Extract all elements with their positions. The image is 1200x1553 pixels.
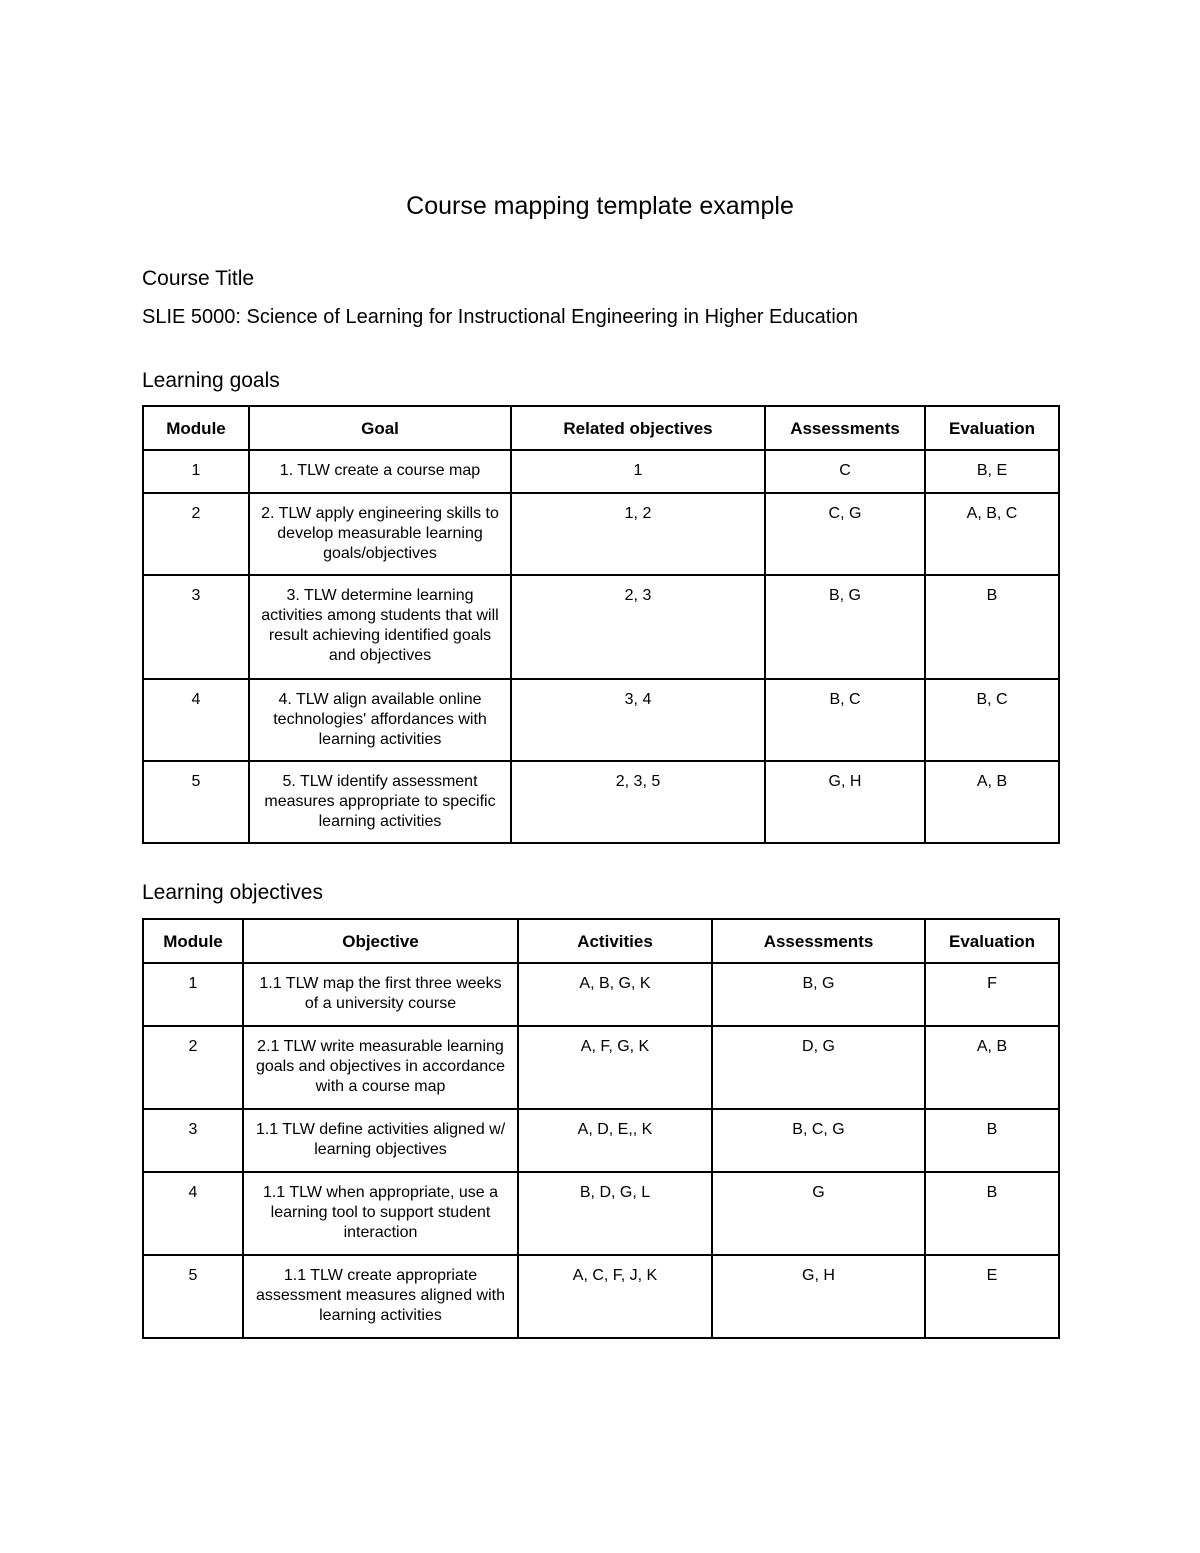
header-evaluation: Evaluation: [925, 406, 1059, 450]
cell-module: 4: [143, 1172, 243, 1255]
cell-activities: A, F, G, K: [518, 1026, 712, 1109]
cell-goal: 2. TLW apply engineering skills to develop measurable learning goals/objectives: [249, 493, 511, 575]
cell-objective: 1.1 TLW map the first three weeks of a university course: [243, 963, 518, 1026]
cell-related-objectives: 2, 3, 5: [511, 761, 765, 843]
cell-related-objectives: 2, 3: [511, 575, 765, 679]
table-row: [143, 761, 1059, 843]
cell-activities: B, D, G, L: [518, 1172, 712, 1255]
cell-module: 4: [143, 679, 249, 761]
cell-evaluation: B, C: [925, 679, 1059, 761]
course-title-label: Course Title: [142, 267, 255, 290]
cell-module: 5: [143, 761, 249, 843]
table-row: [143, 679, 1059, 761]
cell-assessments: B, C: [765, 679, 925, 761]
cell-evaluation: B: [925, 1172, 1059, 1255]
table-row: [143, 493, 1059, 575]
learning-goals-label: Learning goals: [142, 369, 280, 392]
header-activities: Activities: [518, 919, 712, 963]
cell-related-objectives: 3, 4: [511, 679, 765, 761]
cell-activities: A, B, G, K: [518, 963, 712, 1026]
cell-related-objectives: 1: [511, 450, 765, 493]
cell-assessments: B, C, G: [712, 1109, 925, 1172]
table-row: [143, 575, 1059, 679]
cell-assessments: D, G: [712, 1026, 925, 1109]
cell-evaluation: F: [925, 963, 1059, 1026]
document-title: Course mapping template example: [406, 192, 794, 220]
header-assessments: Assessments: [765, 406, 925, 450]
table-row: [143, 450, 1059, 493]
cell-module: 2: [143, 1026, 243, 1109]
cell-module: 3: [143, 575, 249, 679]
cell-objective: 1.1 TLW define activities aligned w/ learning objectives: [243, 1109, 518, 1172]
header-objective: Objective: [243, 919, 518, 963]
cell-evaluation: B, E: [925, 450, 1059, 493]
cell-assessments: C, G: [765, 493, 925, 575]
cell-module: 2: [143, 493, 249, 575]
header-module: Module: [143, 406, 249, 450]
cell-goal: 3. TLW determine learning activities among students that will result achieving identified goals and objectives: [249, 575, 511, 679]
cell-goal: 5. TLW identify assessment measures appropriate to specific learning activities: [249, 761, 511, 843]
table-row: [143, 1109, 1059, 1172]
cell-evaluation: A, B: [925, 1026, 1059, 1109]
learning-objectives-table: [142, 918, 1060, 1339]
table-header-row: [143, 406, 1059, 450]
learning-objectives-label: Learning objectives: [142, 881, 323, 904]
cell-related-objectives: 1, 2: [511, 493, 765, 575]
cell-evaluation: A, B, C: [925, 493, 1059, 575]
cell-module: 5: [143, 1255, 243, 1338]
cell-module: 1: [143, 450, 249, 493]
table-row: [143, 1026, 1059, 1109]
cell-module: 3: [143, 1109, 243, 1172]
cell-evaluation: B: [925, 575, 1059, 679]
cell-assessments: G, H: [712, 1255, 925, 1338]
cell-module: 1: [143, 963, 243, 1026]
cell-assessments: G: [712, 1172, 925, 1255]
cell-assessments: B, G: [712, 963, 925, 1026]
cell-goal: 4. TLW align available online technologies' affordances with learning activities: [249, 679, 511, 761]
cell-evaluation: A, B: [925, 761, 1059, 843]
header-assessments: Assessments: [712, 919, 925, 963]
header-related-objectives: Related objectives: [511, 406, 765, 450]
header-module: Module: [143, 919, 243, 963]
course-title-value: SLIE 5000: Science of Learning for Instructional Engineering in Higher Education: [142, 306, 859, 328]
table-row: [143, 1255, 1059, 1338]
cell-objective: 1.1 TLW create appropriate assessment measures aligned with learning activities: [243, 1255, 518, 1338]
cell-objective: 1.1 TLW when appropriate, use a learning tool to support student interaction: [243, 1172, 518, 1255]
cell-evaluation: B: [925, 1109, 1059, 1172]
cell-assessments: C: [765, 450, 925, 493]
table-row: [143, 1172, 1059, 1255]
header-goal: Goal: [249, 406, 511, 450]
header-evaluation: Evaluation: [925, 919, 1059, 963]
cell-assessments: G, H: [765, 761, 925, 843]
table-header-row: [143, 919, 1059, 963]
cell-objective: 2.1 TLW write measurable learning goals and objectives in accordance with a course map: [243, 1026, 518, 1109]
cell-assessments: B, G: [765, 575, 925, 679]
cell-activities: A, C, F, J, K: [518, 1255, 712, 1338]
cell-evaluation: E: [925, 1255, 1059, 1338]
cell-goal: 1. TLW create a course map: [249, 450, 511, 493]
table-row: [143, 963, 1059, 1026]
cell-activities: A, D, E,, K: [518, 1109, 712, 1172]
learning-goals-table: [142, 405, 1060, 844]
